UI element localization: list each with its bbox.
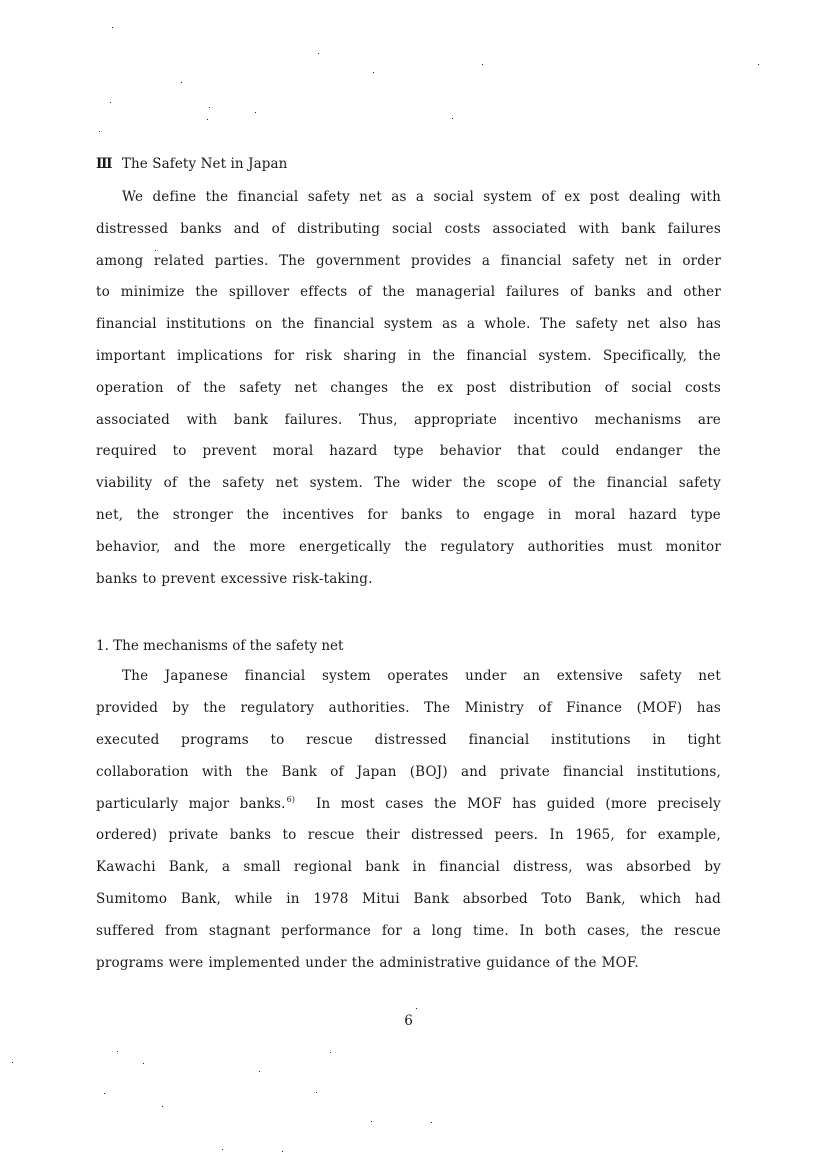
scan-speck [259,1071,260,1072]
text-line: Kawachi Bank, a small regional bank in financial distress, was absorbed by [96,859,721,876]
text-line: viability of the safety net system. The wider the scope of the financial safety [96,475,721,492]
scan-speck [155,250,156,251]
text-line: Sumitomo Bank, while in 1978 Mitui Bank absorbed Toto Bank, which had [96,890,721,907]
text-line: important implications for risk sharing in the financial system. Specifically, the [96,347,721,364]
text-line: distressed banks and of distributing social costs associated with bank failures [96,220,721,237]
text-line: banks to prevent excessive risk-taking. [96,570,373,587]
footnote-marker[interactable]: 6) [286,794,296,804]
text-line: executed programs to rescue distressed financial institutions in tight [96,731,721,748]
scan-speck [181,82,182,83]
text-line: suffered from stagnant performance for a long time. In both cases, the rescue [96,922,721,939]
paragraph-safety-net-mechanisms [96,661,721,979]
scan-speck [12,1062,13,1063]
text-fragment: In most cases the MOF has guided (more precisely [315,795,722,812]
scan-speck [112,27,113,28]
text-line: operation of the safety net changes the ex post distribution of social costs [96,379,721,396]
text-line: required to prevent moral hazard type behavior that could endanger the [96,443,721,460]
scan-speck [143,1063,144,1064]
text-line: The Japanese financial system operates under an extensive safety net [122,668,721,685]
subsection-heading: 1. The mechanisms of the safety net [96,638,344,655]
paragraph-safety-net-definition [96,182,721,595]
scan-speck [209,107,210,108]
scan-speck [99,131,100,132]
scan-speck [373,72,374,73]
scan-speck [482,64,483,65]
text-line-with-footnote [96,789,721,821]
scan-speck [318,53,319,54]
scan-speck [316,1092,317,1093]
text-line: to minimize the spillover effects of the managerial failures of banks and other [96,284,721,301]
text-line: net, the stronger the incentives for banks to engage in moral hazard type [96,506,721,523]
scan-speck [330,1052,331,1053]
scan-speck [431,1122,432,1123]
text-fragment: particularly major banks. [96,795,286,812]
scan-speck [222,1149,223,1150]
scan-speck [110,102,111,103]
scan-speck [452,118,453,119]
text-line: provided by the regulatory authorities. The Ministry of Finance (MOF) has [96,700,721,717]
scan-speck [104,1093,105,1094]
scan-speck [117,1051,118,1052]
scan-speck [282,1151,283,1152]
scan-speck [255,112,256,113]
scan-speck [416,1008,417,1009]
page-content [96,152,721,979]
text-line: We define the financial safety net as a social system of ex post dealing with [122,189,721,205]
section-heading [96,152,721,176]
text-line: associated with bank failures. Thus, appropriate incentivo mechanisms are [96,411,721,428]
section-numeral: Ⅲ [96,156,112,172]
scan-speck [371,1121,372,1122]
scan-speck [207,119,208,120]
text-line: among related parties. The government provides a financial safety net in order [96,252,721,269]
text-line: programs were implemented under the administrative guidance of the MOF. [96,954,639,971]
text-line: behavior, and the more energetically the regulatory authorities must monitor [96,538,721,555]
scan-speck [162,1106,163,1107]
text-line: ordered) private banks to rescue their distressed peers. In 1965, for example, [96,827,721,844]
page-number: 6 [404,1013,413,1029]
text-line: financial institutions on the financial system as a whole. The safety net also has [96,316,721,333]
section-title: The Safety Net in Japan [121,156,288,172]
scan-speck [758,64,759,65]
text-line: collaboration with the Bank of Japan (BOJ) and private financial institutions, [96,763,721,780]
